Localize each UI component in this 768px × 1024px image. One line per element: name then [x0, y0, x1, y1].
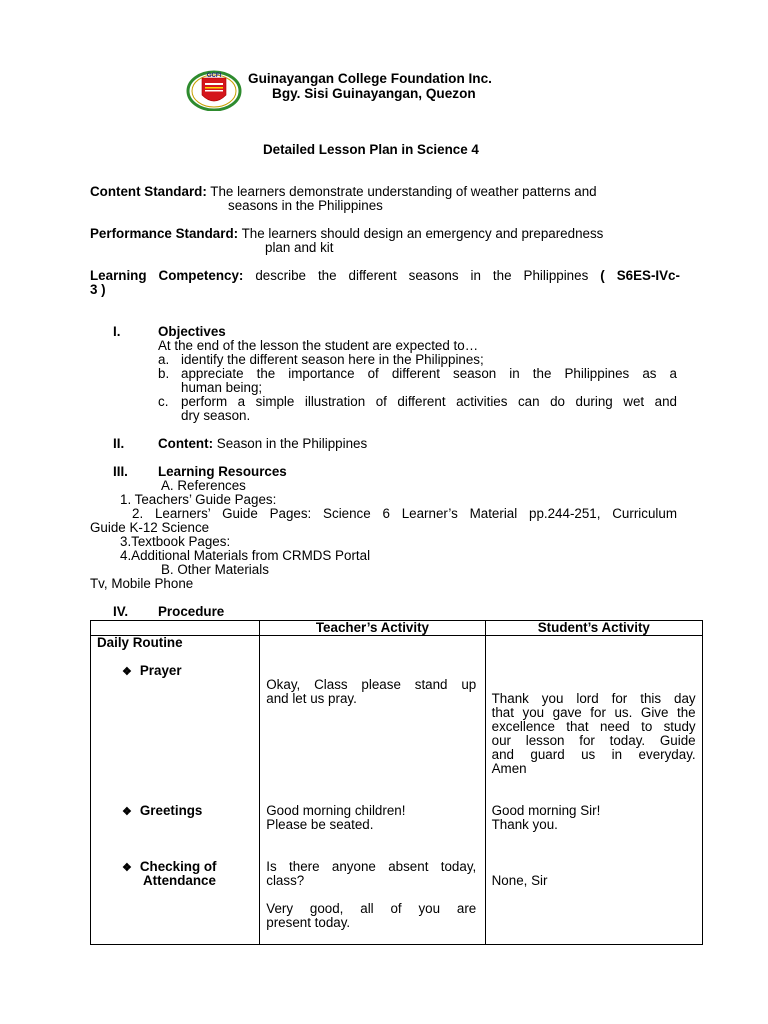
prayer-teacher-text-2: and let us pray. [266, 691, 357, 706]
objectives-numeral: I. [113, 324, 121, 339]
learning-competency-text: describe the different seasons in the Philippines [255, 268, 589, 283]
content-line [158, 437, 367, 451]
greetings-student-text-2: Thank you. [491, 817, 558, 832]
diamond-bullet-icon: ❖ [122, 666, 132, 678]
attendance-teacher-text-2: class? [266, 873, 305, 888]
objective-item-text-2: dry season. [181, 408, 251, 423]
content-text: Season in the Philippines [216, 436, 368, 451]
attendance-teacher-text-3: Very good, all of you are [266, 901, 477, 916]
prayer-item [122, 664, 182, 679]
content-standard-text: The learners demonstrate understanding of weather patterns and [210, 184, 597, 199]
table-header-row [91, 621, 703, 636]
content-standard-label: Content Standard: [90, 184, 207, 199]
prayer-student-line: that you gave for us. Give the [491, 705, 696, 720]
content-numeral: II. [113, 436, 125, 451]
learning-competency [90, 269, 680, 283]
procedure-table [90, 620, 703, 945]
other-materials-items: Tv, Mobile Phone [90, 576, 194, 591]
performance-standard-text: The learners should design an emergency and preparedness [241, 226, 604, 241]
greetings-teacher-text-2: Please be seated. [266, 817, 374, 832]
school-logo [186, 69, 242, 111]
diamond-bullet-icon: ❖ [122, 806, 132, 818]
learning-competency-label: Learning Competency: [90, 268, 244, 283]
teacher-activity-header: Teacher’s Activity [260, 621, 485, 636]
content-standard-text-2: seasons in the Philippines [228, 198, 383, 213]
performance-standard-label: Performance Standard: [90, 226, 239, 241]
objective-item-letter: b. [158, 366, 170, 381]
prayer-student-line: our lesson for today. Guide [491, 733, 696, 748]
objective-item-text: appreciate the importance of different season in the Philippines as a [181, 366, 677, 381]
performance-standard-text-2: plan and kit [265, 240, 334, 255]
diamond-bullet-icon: ❖ [122, 862, 132, 874]
prayer-student-line: and guard us in everyday. [491, 747, 696, 762]
objective-item-text-2: human being; [181, 380, 263, 395]
prayer-teacher-text: Okay, Class please stand up [266, 677, 477, 692]
student-activity-cell [485, 636, 702, 945]
objective-item-text: identify the different season here in the Philippines; [181, 352, 484, 367]
reference-item-2: Guide K-12 Science [90, 520, 210, 535]
attendance-teacher-text: Is there anyone absent today, [266, 859, 477, 874]
prayer-student-line: Thank you lord for this day [491, 691, 696, 706]
prayer-label: Prayer [139, 663, 182, 678]
school-name: Guinayangan College Foundation Inc. [248, 71, 492, 86]
greetings-student-text: Good morning Sir! [491, 803, 601, 818]
resources-heading: Learning Resources [158, 464, 287, 479]
page-title: Detailed Lesson Plan in Science 4 [263, 142, 479, 157]
student-activity-header: Student’s Activity [485, 621, 702, 636]
attendance-teacher-text-4: present today. [266, 915, 351, 930]
reference-item: 3.Textbook Pages: [120, 534, 231, 549]
other-materials-heading: B. Other Materials [161, 562, 269, 577]
references-heading: A. References [161, 478, 246, 493]
content-standard [90, 185, 597, 199]
prayer-student-line: Amen [491, 761, 527, 776]
attendance-label-2: Attendance [143, 873, 216, 888]
reference-item: 2. Learners’ Guide Pages: Science 6 Learner’s Material pp.244-251, Curriculum [132, 506, 677, 521]
greetings-label: Greetings [139, 803, 203, 818]
attendance-label: Checking of [139, 859, 217, 874]
performance-standard [90, 227, 603, 241]
objective-item-letter: a. [158, 352, 170, 367]
objective-item-text: perform a simple illustration of different activities can do during wet and [181, 394, 677, 409]
logo-text: GCFI [206, 73, 222, 79]
school-address: Bgy. Sisi Guinayangan, Quezon [272, 86, 476, 101]
greetings-item [122, 804, 202, 819]
prayer-student-line: excellence that need to study [491, 719, 696, 734]
daily-routine-label: Daily Routine [97, 635, 183, 650]
learning-competency-code-2: 3 ) [90, 282, 106, 297]
table-row [91, 636, 703, 945]
objectives-heading: Objectives [158, 324, 226, 339]
teacher-activity-cell [260, 636, 485, 945]
procedure-heading: Procedure [158, 604, 225, 619]
greetings-teacher-text: Good morning children! [266, 803, 406, 818]
objective-item-letter: c. [158, 394, 169, 409]
content-label: Content: [158, 436, 214, 451]
reference-item: 1. Teachers’ Guide Pages: [120, 492, 277, 507]
learning-competency-code: ( S6ES-IVc- [600, 268, 680, 283]
reference-item: 4.Additional Materials from CRMDS Portal [120, 548, 371, 563]
resources-numeral: III. [113, 464, 128, 479]
routine-cell [91, 636, 260, 945]
objectives-intro: At the end of the lesson the student are expected to… [158, 338, 479, 353]
procedure-numeral: IV. [113, 604, 129, 619]
table-header-empty [91, 621, 260, 636]
attendance-student-text: None, Sir [491, 873, 548, 888]
